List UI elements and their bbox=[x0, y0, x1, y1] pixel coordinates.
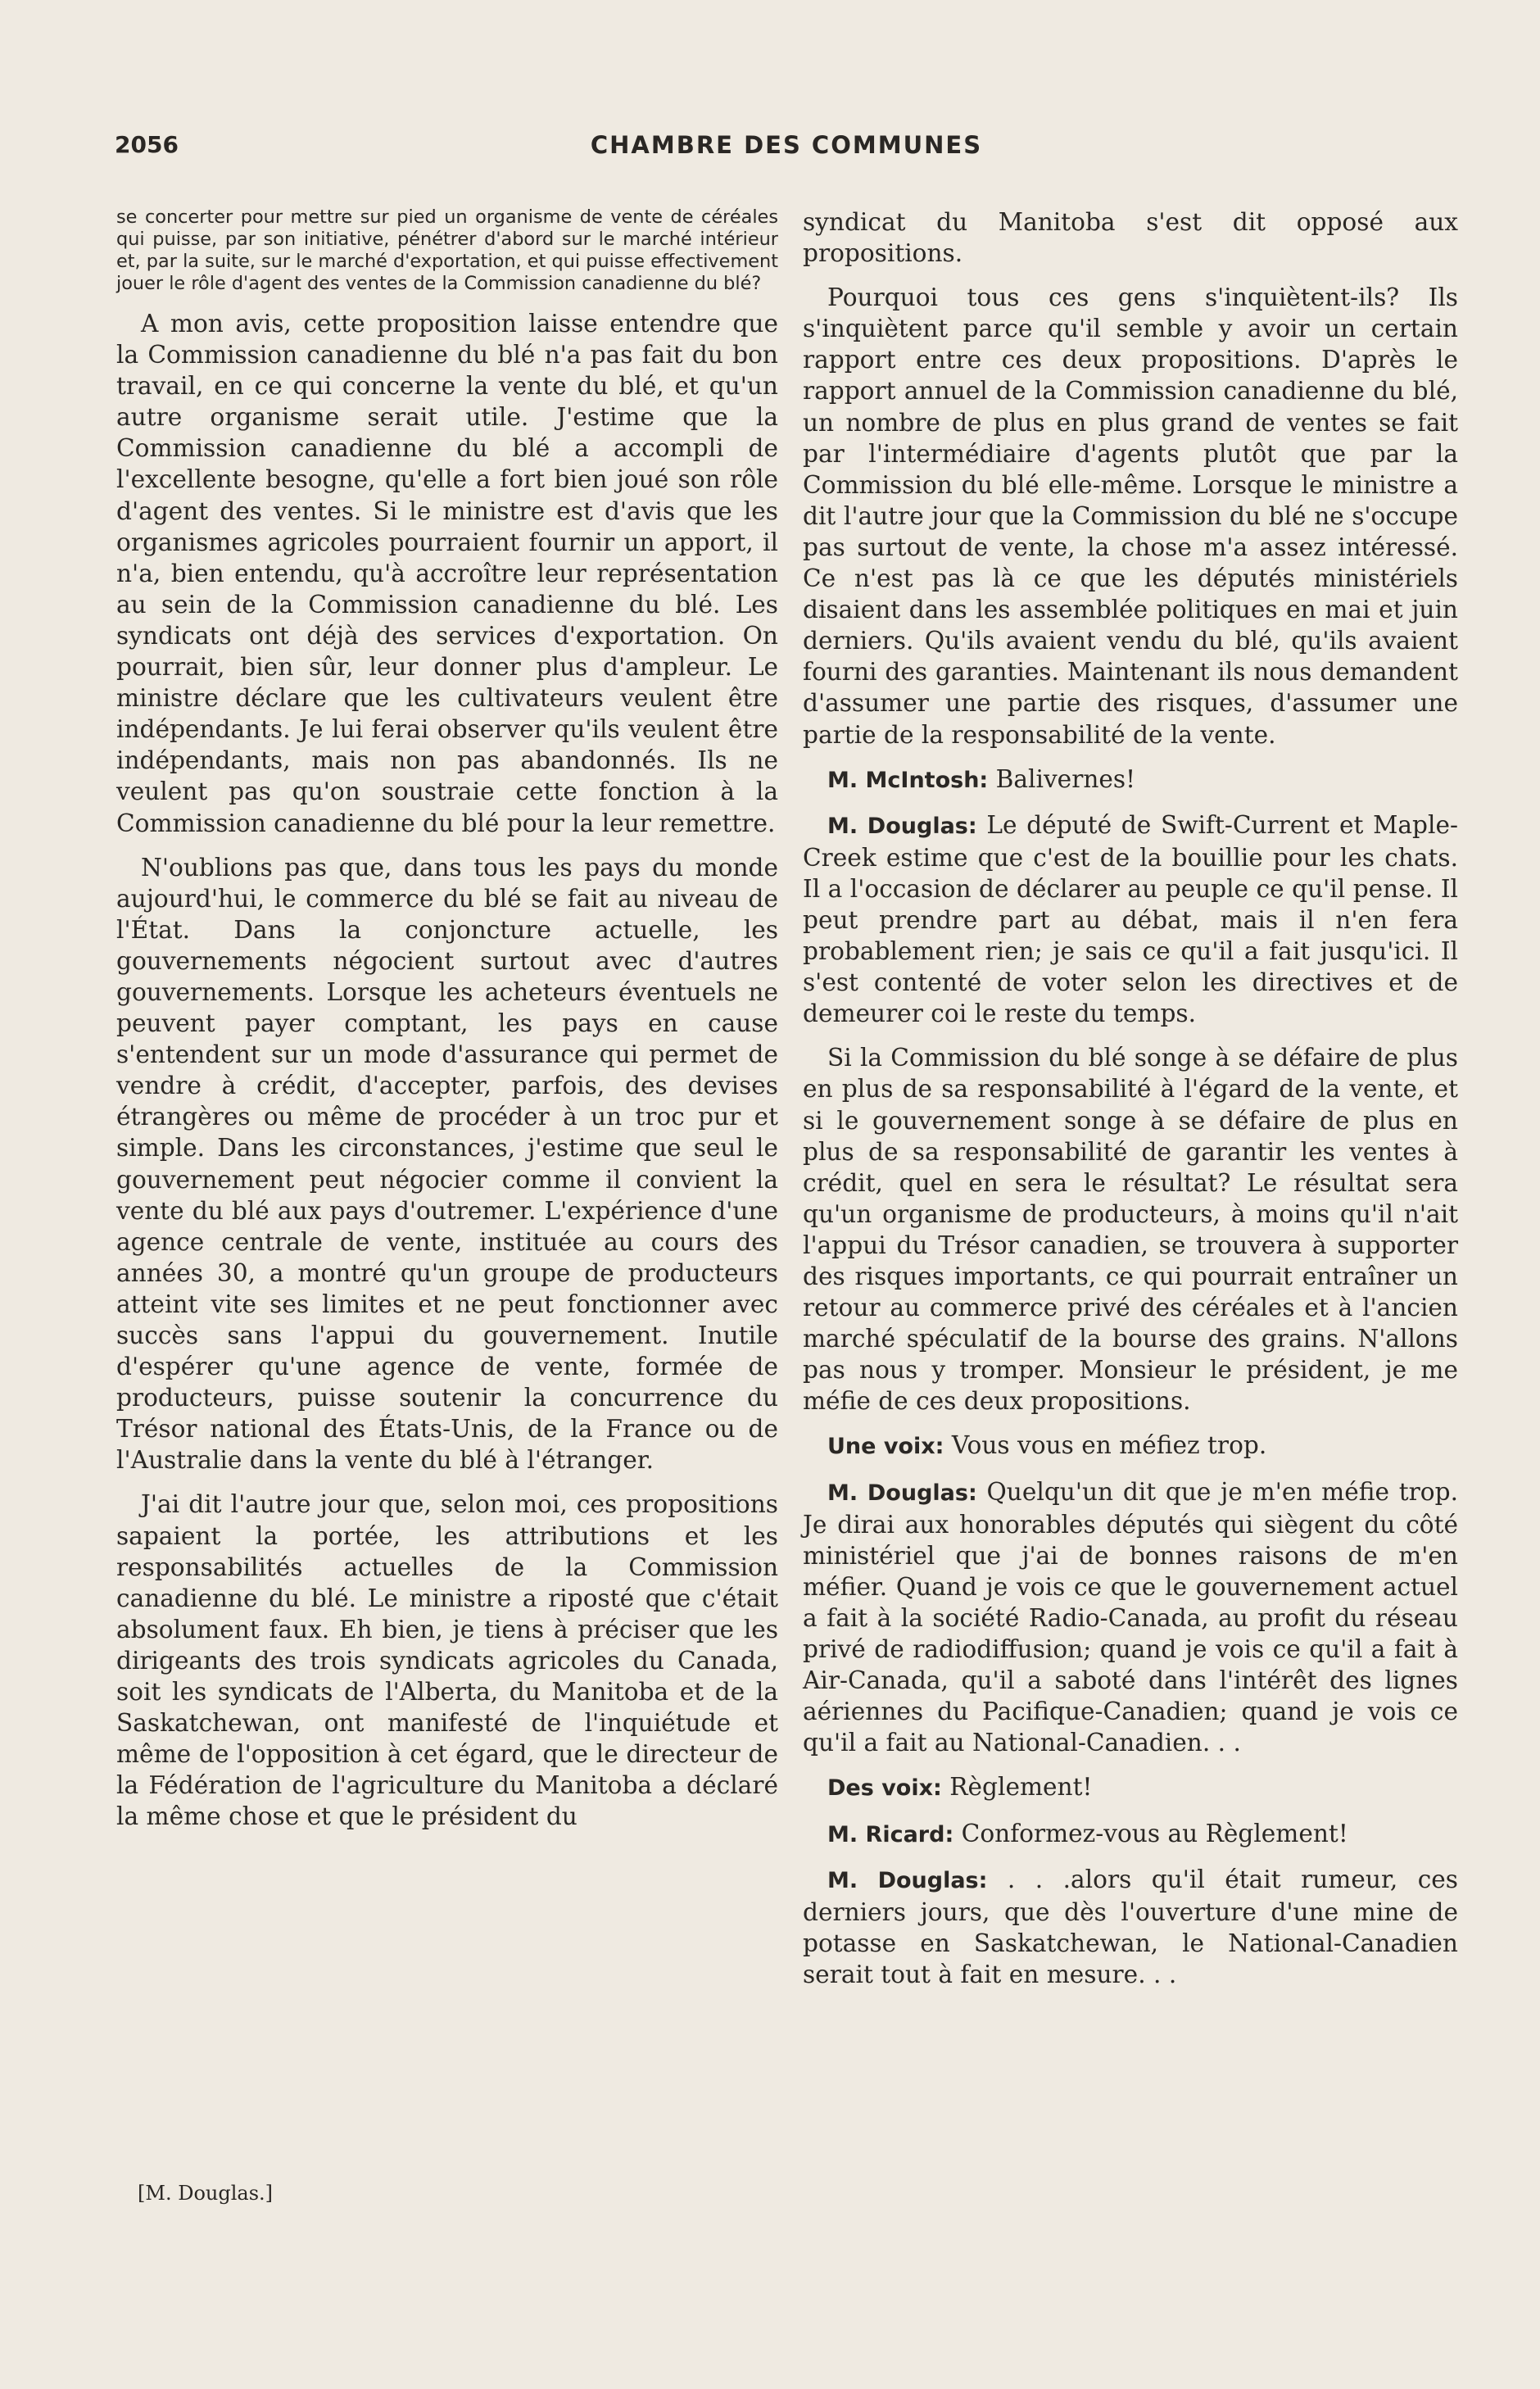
speech bbox=[803, 1818, 1458, 1851]
page-number: 2056 bbox=[115, 131, 179, 158]
speaker-footnote: [M. Douglas.] bbox=[138, 2182, 273, 2205]
speech bbox=[803, 1864, 1458, 1990]
speaker-name: M. Douglas: bbox=[827, 1867, 988, 1893]
speaker-name: M. Ricard: bbox=[827, 1821, 954, 1847]
speech-text: Conformez-vous au Règlement! bbox=[961, 1819, 1348, 1847]
question-text: se concerter pour mettre sur pied un organisme de vente de céréales qui puisse, par son initiative, pénétrer d'abord sur le marché intérieur et, par la suite, sur le marché d'exportation, et qui puisse effectivement jouer le rôle d'agent des ventes de la Commission canadienne du blé? bbox=[116, 206, 778, 294]
paragraph: J'ai dit l'autre jour que, selon moi, ces propositions sapaient la portée, les attributions et les responsabilités actuelles de la Commission canadienne du blé. Le ministre a riposté que c'était absolument faux. Eh bien, je tiens à préciser que les dirigeants des trois syndicats agricoles du Canada, soit les syndicats de l'Alberta, du Manitoba et de la Saskatchewan, ont manifesté de l'inquiétude et même de l'opposition à cet égard, que le directeur de la Fédération de l'agriculture du Manitoba a déclaré la même chose et que le président du bbox=[116, 1490, 778, 1831]
paragraph: A mon avis, cette proposition laisse entendre que la Commission canadienne du blé n'a pas fait du bon travail, en ce qui concerne la vente du blé, et qu'un autre organisme serait utile. J'estime que la Commission canadienne du blé a accompli de l'excellente besogne, qu'elle a fort bien joué son rôle d'agent des ventes. Si le ministre est d'avis que les organismes agricoles pourraient fournir un apport, il n'a, bien entendu, qu'à accroître leur représentation au sein de la Commission canadienne du blé. Les syndicats ont déjà des services d'exportation. On pourrait, bien sûr, leur donner plus d'ampleur. Le ministre déclare que les cultivateurs veulent être indépendants. Je lui ferai observer qu'ils veulent être indépendants, mais non pas abandonnés. Ils ne veulent pas qu'on soustraie cette fonction à la Commission canadienne du blé pour la leur remettre. bbox=[116, 310, 778, 837]
speech-text: Règlement! bbox=[949, 1773, 1093, 1802]
speech-text: Balivernes! bbox=[995, 764, 1135, 793]
right-column bbox=[803, 206, 1458, 2003]
running-title: CHAMBRE DES COMMUNES bbox=[590, 131, 983, 159]
speech bbox=[803, 1476, 1458, 1759]
page-header bbox=[115, 131, 1458, 172]
paragraph: Pourquoi tous ces gens s'inquiètent-ils? Ils s'inquiètent parce qu'il semble y avoir un certain rapport entre ces deux propositions. D'après le rapport annuel de la Commission canadienne du blé, un nombre de plus en plus grand de ventes se fait par l'intermédiaire d'agents plutôt que par la Commission du blé elle-même. Lorsque le ministre a dit l'autre jour que la Commission du blé ne s'occupe pas surtout de vente, la chose m'a assez intéressé. Ce n'est pas là ce que les députés ministériels disaient dans les assemblée politiques en mai et juin derniers. Qu'ils avaient vendu du blé, qu'ils avaient fourni des garanties. Maintenant ils nous demandent d'assumer une partie des risques, d'assumer une partie de la responsabilité de la vente. bbox=[803, 283, 1458, 749]
speaker-name: Des voix: bbox=[827, 1775, 942, 1802]
left-column bbox=[116, 206, 778, 1846]
speaker-name: M. Douglas: bbox=[827, 813, 977, 839]
speech bbox=[803, 1430, 1458, 1462]
speech-text: Le député de Swift-Current et Maple-Creek estime que c'est de la bouillie pour les chats. Il a l'occasion de déclarer au peuple ce qu'il pense. Il peut prendre part au débat, mais il n'en fera probablement rien; je sais ce qu'il a fait jusqu'ici. Il s'est contenté de voter selon les directives et de demeurer coi le reste du temps. bbox=[803, 810, 1458, 1028]
speaker-name: M. Douglas: bbox=[827, 1480, 977, 1506]
speech bbox=[803, 1771, 1458, 1804]
speaker-name: Une voix: bbox=[827, 1434, 944, 1460]
paragraph: syndicat du Manitoba s'est dit opposé aux propositions. bbox=[803, 208, 1458, 268]
speech-text: Quelqu'un dit que je m'en méfie trop. Je dirai aux honorables députés qui siègent du côté ministériel que j'ai de bonnes raisons de m'en méfier. Quand je vois ce que le gouvernement actuel a fait à la société Radio-Canada, au profit du réseau privé de radiodiffusion; quand je vois ce qu'il a fait à Air-Canada, qu'il a saboté dans l'intérêt des lignes aériennes du Pacifique-Canadien; quand je vois ce qu'il a fait au National-Canadien. . . bbox=[803, 1477, 1458, 1757]
speech-text: . . .alors qu'il était rumeur, ces derniers jours, que dès l'ouverture d'une mine de potasse en Saskatchewan, le National-Canadien serait tout à fait en mesure. . . bbox=[803, 1865, 1458, 1988]
speech-text: Vous vous en méfiez trop. bbox=[951, 1431, 1267, 1460]
speech bbox=[803, 809, 1458, 1030]
paragraph: N'oublions pas que, dans tous les pays du monde aujourd'hui, le commerce du blé se fait au niveau de l'État. Dans la conjoncture actuelle, les gouvernements négocient surtout avec d'autres gouvernements. Lorsque les acheteurs éventuels ne peuvent payer comptant, les pays en cause s'entendent sur un mode d'assurance qui permet de vendre à crédit, d'accepter, parfois, des devises étrangères ou même de procéder à un troc pur et simple. Dans les circonstances, j'estime que seul le gouvernement peut négocier comme il convient la vente du blé aux pays d'outremer. L'expérience d'une agence centrale de vente, instituée au cours des années 30, a montré qu'un groupe de producteurs atteint vite ses limites et ne peut fonctionner avec succès sans l'appui du gouvernement. Inutile d'espérer qu'une agence de vente, formée de producteurs, puisse soutenir la concurrence du Trésor national des États-Unis, de la France ou de l'Australie dans la vente du blé à l'étranger. bbox=[116, 853, 778, 1475]
speech bbox=[803, 764, 1458, 796]
speaker-name: M. McIntosh: bbox=[827, 767, 989, 793]
paragraph: Si la Commission du blé songe à se défaire de plus en plus de sa responsabilité à l'égard de la vente, et si le gouvernement songe à se défaire de plus en plus de sa responsabilité de garantir les ventes à crédit, quel en sera le résultat? Le résultat sera qu'un organisme de producteurs, à moins qu'il n'ait l'appui du Trésor canadien, se trouvera à supporter des risques importants, ce qui pourrait entraîner un retour au commerce privé des céréales et à l'ancien marché spéculatif de la bourse des grains. N'allons pas nous y tromper. Monsieur le président, je me méfie de ces deux propositions. bbox=[803, 1044, 1458, 1416]
